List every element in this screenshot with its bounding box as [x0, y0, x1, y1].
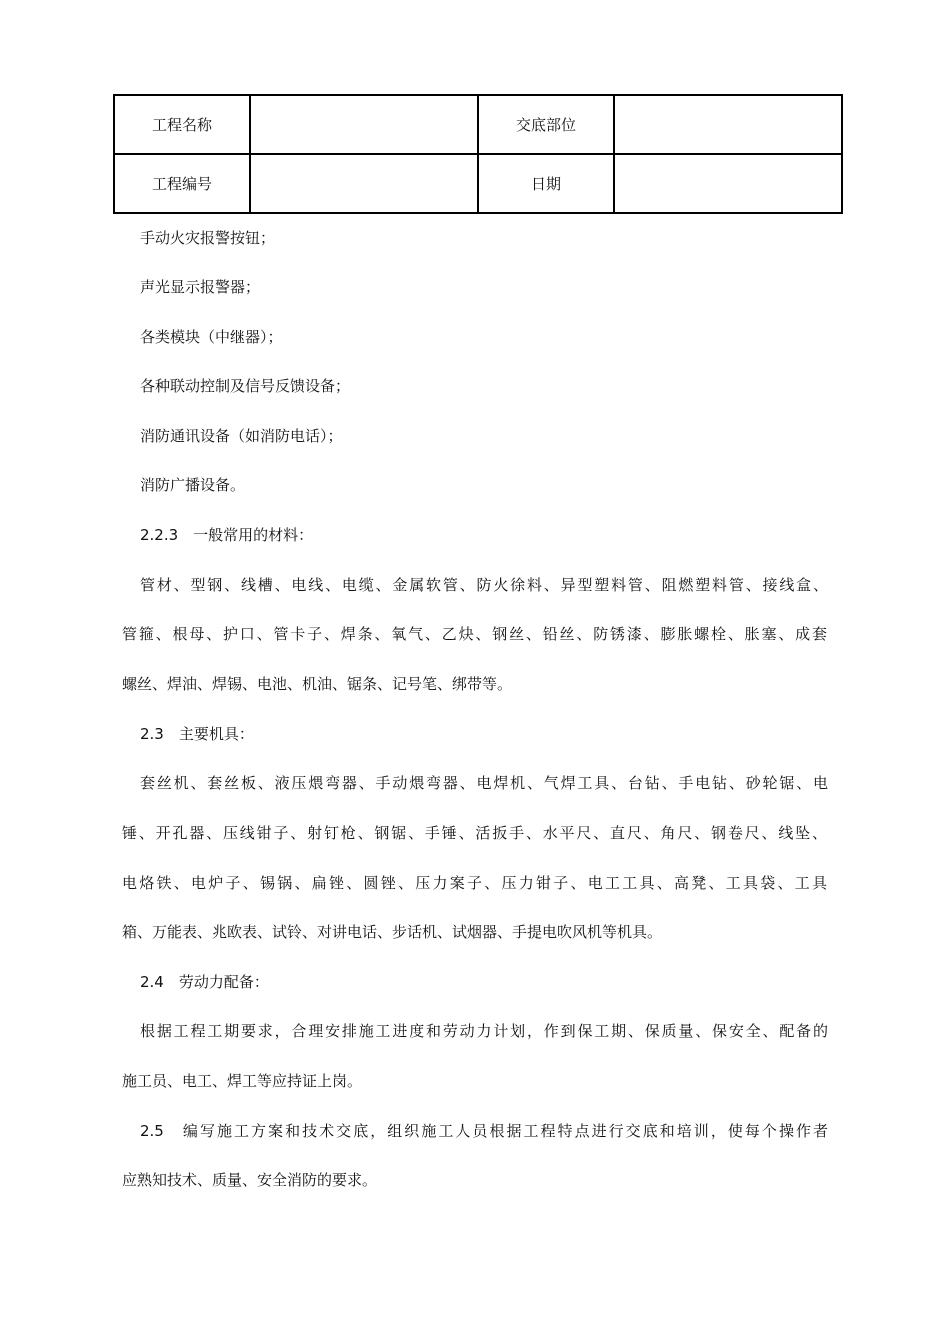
- paragraph-line: 电烙铁、电炉子、锡锅、扁锉、圆锉、压力案子、压力钳子、电工工具、高凳、工具袋、工具: [122, 874, 827, 892]
- paragraph-line: 管箍、根母、护口、管卡子、焊条、氧气、乙炔、钢丝、铅丝、防锈漆、膨胀螺栓、胀塞、成套: [122, 625, 827, 643]
- list-item: 各种联动控制及信号反馈设备；: [140, 377, 351, 395]
- table-row: [114, 154, 842, 213]
- paragraph-line: 箱、万能表、兆欧表、试铃、对讲电话、步话机、试烟器、手提电吹风机等机具。: [122, 923, 663, 941]
- project-number-label: 工程编号: [114, 154, 250, 213]
- list-item: 各类模块（中继器）；: [140, 328, 283, 346]
- paragraph-line: 根据工程工期要求，合理安排施工进度和劳动力计划，作到保工期、保质量、保安全、配备的: [140, 1022, 828, 1040]
- paragraph-line: 管材、型钢、线槽、电线、电缆、金属软管、防火徐料、异型塑料管、阻燃塑料管、接线盒、: [140, 576, 828, 594]
- section-heading: 2.2.3 一般常用的材料：: [140, 526, 314, 544]
- table-row: [114, 95, 842, 154]
- date-value: [614, 154, 842, 213]
- date-label: 日期: [478, 154, 614, 213]
- section-heading: 2.4 劳动力配备：: [140, 973, 269, 991]
- section-heading: 2.3 主要机具：: [140, 725, 254, 743]
- list-item: 消防通讯设备（如消防电话）；: [140, 427, 343, 445]
- project-name-value: [250, 95, 478, 154]
- project-name-label: 工程名称: [114, 95, 250, 154]
- project-number-value: [250, 154, 478, 213]
- paragraph-line: 施工员、电工、焊工等应持证上岗。: [122, 1072, 363, 1090]
- paragraph-line: 锤、开孔器、压线钳子、射钉枪、钢锯、手锤、活扳手、水平尺、直尺、角尺、钢卷尺、线坠、: [122, 824, 827, 842]
- header-table: [113, 94, 843, 214]
- list-item: 手动火灾报警按钮；: [140, 229, 276, 247]
- paragraph-line: 螺丝、焊油、焊锡、电池、机油、锯条、记号笔、绑带等。: [122, 675, 513, 693]
- paragraph-line: 套丝机、套丝板、液压煨弯器、手动煨弯器、电焊机、气焊工具、台钻、手电钻、砂轮锯、电: [140, 774, 828, 792]
- briefing-location-label: 交底部位: [478, 95, 614, 154]
- list-item: 声光显示报警器；: [140, 278, 261, 296]
- paragraph-line: 应熟知技术、质量、安全消防的要求。: [122, 1171, 378, 1189]
- paragraph-line: 2.5 编写施工方案和技术交底，组织施工人员根据工程特点进行交底和培训，使每个操作者: [140, 1122, 828, 1140]
- briefing-location-value: [614, 95, 842, 154]
- list-item: 消防广播设备。: [140, 476, 246, 494]
